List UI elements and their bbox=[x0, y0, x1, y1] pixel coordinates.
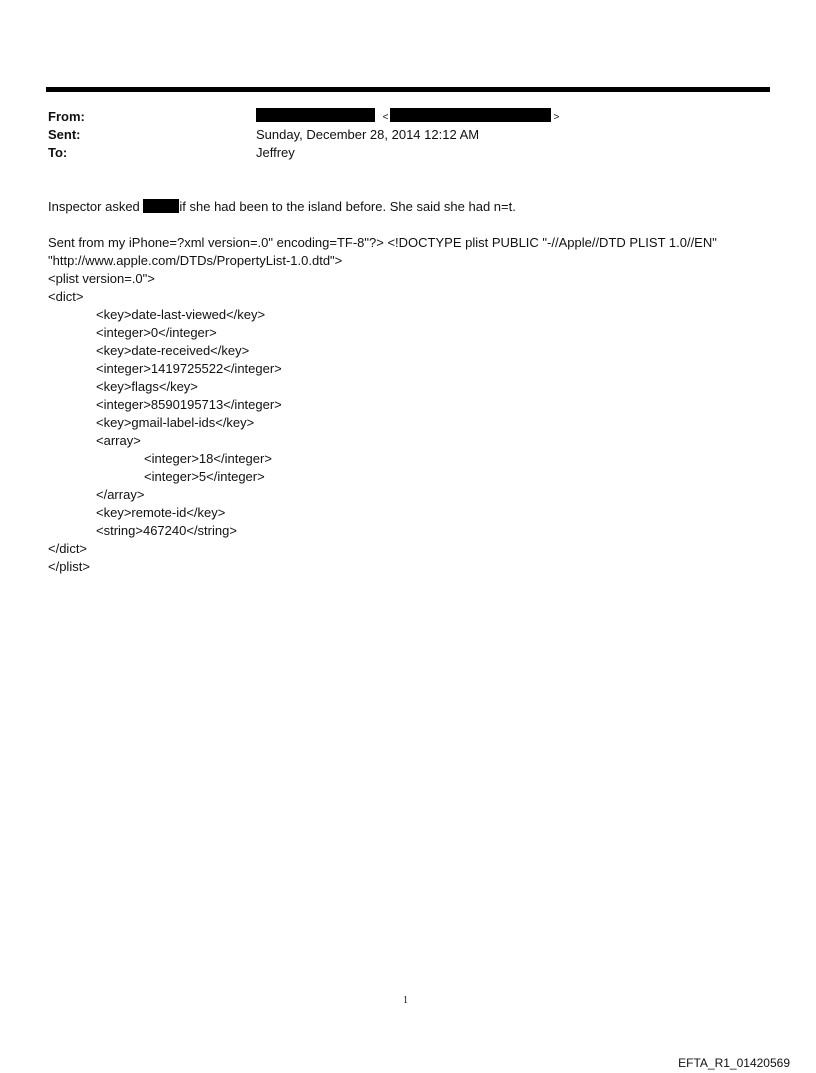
plist-line: </dict> bbox=[48, 541, 88, 556]
plist-line: <integer>8590195713</integer> bbox=[96, 397, 282, 412]
bates-number: EFTA_R1_01420569 bbox=[678, 1056, 790, 1070]
sent-from-line: Sent from my iPhone=?xml version=.0" encoding=TF-8"?> <!DOCTYPE plist PUBLIC "-//Apple//DTD PLIST 1.0//EN" bbox=[48, 235, 717, 250]
plist-line: <dict> bbox=[48, 289, 84, 304]
to-value: Jeffrey bbox=[256, 145, 295, 160]
to-label: To: bbox=[48, 145, 68, 160]
page-number: 1 bbox=[403, 995, 408, 1006]
plist-line: <key>gmail-label-ids</key> bbox=[96, 415, 255, 430]
plist-line: <key>date-last-viewed</key> bbox=[96, 307, 266, 322]
sent-label: Sent: bbox=[48, 127, 81, 142]
message-line-1 bbox=[48, 199, 516, 214]
sent-value: Sunday, December 28, 2014 12:12 AM bbox=[256, 127, 480, 142]
from-value bbox=[256, 108, 559, 123]
plist-line: <string>467240</string> bbox=[96, 523, 237, 538]
plist-line: <integer>1419725522</integer> bbox=[96, 361, 282, 376]
plist-line: <array> bbox=[96, 433, 141, 448]
plist-line: </plist> bbox=[48, 559, 90, 574]
redaction-box bbox=[143, 199, 179, 213]
from-label: From: bbox=[48, 109, 85, 124]
plist-line: <plist version=.0"> bbox=[48, 271, 155, 286]
from-bracket-open: < bbox=[382, 112, 389, 123]
plist-line: <integer>18</integer> bbox=[144, 451, 272, 466]
header-rule bbox=[46, 87, 770, 92]
plist-line: <key>date-received</key> bbox=[96, 343, 250, 358]
dtd-line: "http://www.apple.com/DTDs/PropertyList-1.0.dtd"> bbox=[48, 253, 343, 268]
message-line-1-suffix: if she had been to the island before. She said she had n=t. bbox=[179, 199, 516, 214]
redaction-box bbox=[390, 108, 551, 122]
from-bracket-close: > bbox=[553, 112, 560, 123]
plist-line: <integer>5</integer> bbox=[144, 469, 265, 484]
plist-line: <key>flags</key> bbox=[96, 379, 198, 394]
plist-line: <key>remote-id</key> bbox=[96, 505, 226, 520]
message-line-1-prefix: Inspector asked bbox=[48, 199, 144, 214]
plist-line: <integer>0</integer> bbox=[96, 325, 217, 340]
plist-line: </array> bbox=[96, 487, 145, 502]
redaction-box bbox=[256, 108, 375, 122]
